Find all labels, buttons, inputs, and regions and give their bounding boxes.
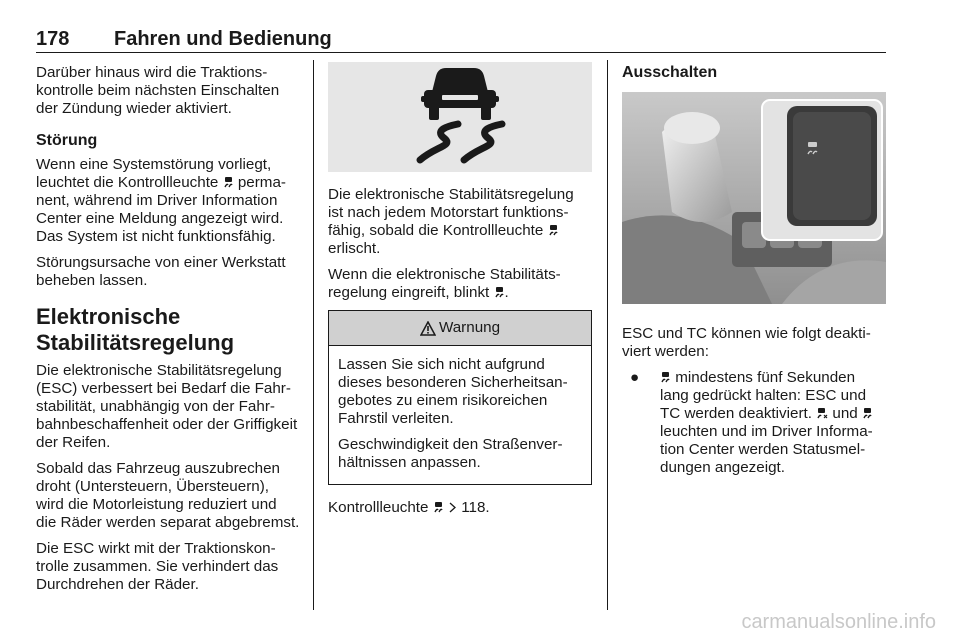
- paragraph: ESC und TC können wie folgt deaktiviert werden:: [622, 325, 871, 360]
- esc-button-photo: [622, 92, 886, 304]
- watermark: carmanualsonline.info: [741, 611, 936, 633]
- paragraph: Lassen Sie sich nicht aufgrund dieses besonderen Sicherheitsangebotes zu einem risikoreichen Fahrstil verleiten.: [338, 356, 568, 427]
- section-heading: Elektronische Stabilitätsregelung: [36, 304, 235, 355]
- cross-reference: Kontrollleuchte 118.: [328, 499, 490, 516]
- esc-warning-icon: [433, 501, 444, 513]
- paragraph: Geschwindigkeit den Straßenverhältnissen anpassen.: [338, 436, 563, 471]
- warning-body: [329, 346, 591, 484]
- page-header: [36, 28, 886, 53]
- paragraph: Störungsursache von einer Werkstatt beheben lassen.: [36, 254, 286, 289]
- subheading-stoerung: Störung: [36, 132, 98, 149]
- esc-off-icon: [862, 407, 874, 419]
- paragraph: Die elektronische Stabilitätsregelung ist nach jedem Motorstart funktionsfähig, sobald die Kontrollleuchte erlischt.: [328, 186, 574, 257]
- paragraph: Wenn eine Systemstörung vorliegt, leuchtet die Kontrollleuchte permanent, während im Driver Information Center eine Meldung angezeigt wird. Das System ist nicht funktionsfähig.: [36, 156, 286, 245]
- column-left: [36, 64, 301, 602]
- paragraph: Sobald das Fahrzeug auszubrechen droht (Untersteuern, Übersteuern), wird die Motorleistung reduziert und die Räder werden separat abgebremst.: [36, 460, 300, 531]
- paragraph: Darüber hinaus wird die Traktionskontrolle beim nächsten Einschalten der Zündung wieder aktiviert.: [36, 64, 280, 117]
- warning-box: [328, 310, 592, 485]
- esc-warning-icon: [223, 176, 234, 188]
- esc-button-icon: [660, 371, 671, 383]
- chapter-title: Fahren und Bedienung: [114, 28, 332, 50]
- esc-warning-icon: [548, 224, 559, 236]
- esc-car-skid-icon: [328, 62, 592, 172]
- warning-title: Warnung: [438, 319, 501, 336]
- tc-off-icon: [816, 407, 828, 419]
- esc-warning-icon: [494, 286, 505, 298]
- column-divider: [313, 60, 314, 610]
- paragraph: Die elektronische Stabilitätsregelung (ESC) verbessert bei Bedarf die Fahrstabilität, unabhängig von der Fahrbahnbeschaffenheit oder der Griffigkeit der Reifen.: [36, 362, 298, 451]
- page-number: 178: [36, 28, 70, 50]
- column-right: [622, 64, 887, 477]
- list-item: ● mindestens fünf Sekunden lang gedrückt halten: ESC und TC werden deaktiviert. und leuchten und im Driver Information Center werden Statusmeldungen angezeigt.: [622, 369, 887, 477]
- section-heading-ausschalten: Ausschalten: [622, 64, 718, 81]
- column-divider: [607, 60, 608, 610]
- warning-header: [329, 311, 591, 346]
- paragraph: Die ESC wirkt mit der Traktionskontrolle zusammen. Sie verhindert das Durchdrehen der Räder.: [36, 540, 279, 593]
- warning-triangle-icon: [420, 321, 436, 336]
- bullet-marker: ●: [630, 369, 640, 386]
- column-middle: [328, 62, 592, 525]
- page-reference-icon: [448, 502, 457, 513]
- paragraph: Wenn die elektronische Stabilitätsregelung eingreift, blinkt .: [328, 266, 561, 301]
- esc-symbol-figure: [328, 62, 592, 172]
